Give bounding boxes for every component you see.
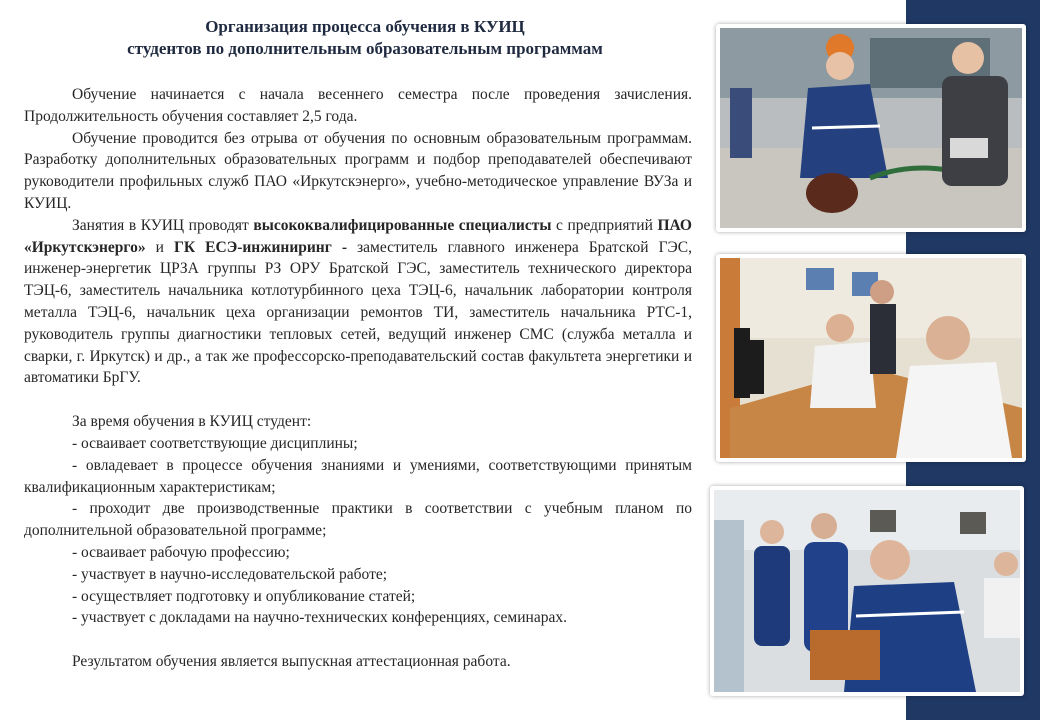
- result-paragraph: Результатом обучения является выпускная аттестационная работа.: [72, 653, 511, 671]
- photo-computer-class: [716, 254, 1026, 462]
- list-item: - овладевает в процессе обучения знаниями и умениями, соответствующими принятым квалификационным характеристикам;: [24, 456, 692, 496]
- teachers-text-2: с предприятий: [551, 216, 658, 234]
- list-intro: За время обучения в КУИЦ студент:: [72, 413, 312, 431]
- teachers-bold-2: ПАО «Иркутскэнерго»: [24, 216, 692, 256]
- teachers-text-1: Занятия в КУИЦ проводят: [72, 216, 254, 234]
- teachers-bold-3: ГК ЕСЭ-инжиниринг -: [174, 238, 347, 256]
- paragraph-format: Обучение проводится без отрыва от обучения по основным образовательным программам. Разработку дополнительных образовательных программ и подбор преподавателей обеспечивают руководители профильных служб ПАО «Иркутскэнерго», учебно-методическое управление ВУЗа и КУИЦ.: [24, 129, 692, 212]
- list-item: - осуществляет подготовку и опубликование статей;: [72, 587, 416, 605]
- teachers-text-3: и: [145, 238, 174, 256]
- title-line-2: студентов по дополнительным образовательным программам: [127, 39, 603, 58]
- paragraph-start: Обучение начинается с начала весеннего семестра после проведения зачисления. Продолжительность обучения составляет 2,5 года.: [24, 86, 692, 125]
- page-title: [40, 16, 690, 60]
- teachers-text-4: заместитель главного инженера Братской ГЭС, инженер-энергетик ЦРЗА группы РЗ ОРУ Братской ГЭС, заместитель технического директора ТЭЦ-6, заместитель начальника котлотурбинного цеха ТЭЦ-6, начальник лаборатории контроля металла ТЭЦ-6, начальник цеха организации ремонтов ТИ, заместитель начальника РТС-1, руководитель группы диагностики тепловых сетей, ведущий инженер СМС (служба металла и сварки, г. Иркутск) и др., а так же профессорско-преподавательский состав факультета энергетики и автоматики БрГУ.: [24, 238, 692, 387]
- list-item: - осваивает соответствующие дисциплины;: [72, 434, 358, 452]
- body-text: [24, 84, 692, 673]
- list-item: - участвует в научно-исследовательской работе;: [72, 565, 388, 583]
- photo-electrical-lab: [710, 486, 1024, 696]
- list-item: - осваивает рабочую профессию;: [72, 543, 290, 561]
- title-line-1: Организация процесса обучения в КУИЦ: [205, 17, 525, 36]
- teachers-bold-1: высококвалифицированные специалисты: [253, 216, 552, 234]
- photo-workshop: [716, 24, 1026, 232]
- list-item: - проходит две производственные практики в соответствии с учебным планом по дополнительной образовательной программе;: [24, 500, 692, 540]
- list-item: - участвует с докладами на научно-технических конференциях, семинарах.: [72, 609, 567, 627]
- paragraph-teachers: [24, 215, 692, 389]
